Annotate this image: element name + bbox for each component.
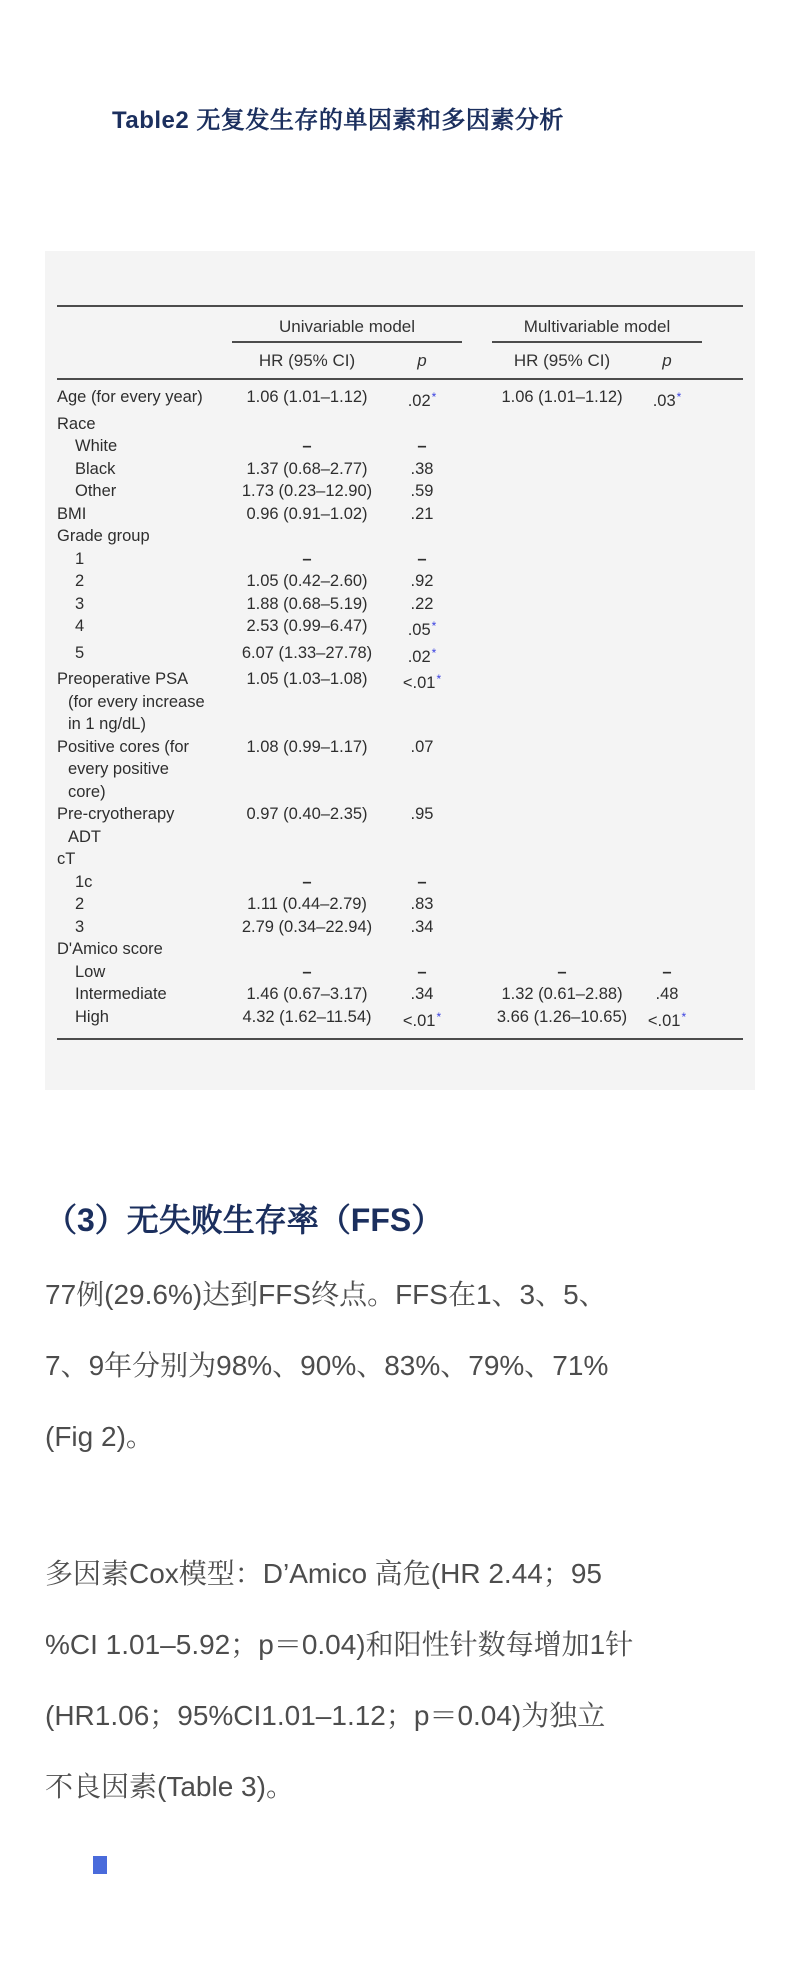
multivariable-hr-cell: [492, 480, 632, 503]
table-row: [57, 503, 743, 526]
univariable-hr-cell: 1.46 (0.67–3.17): [246, 985, 368, 1003]
univariable-hr-cell: 1.06 (1.01–1.12): [246, 388, 368, 406]
table-row: [57, 803, 743, 848]
table-row: [57, 1006, 743, 1040]
row-label-cell: White: [75, 437, 118, 455]
row-label-cell: Intermediate: [75, 985, 167, 1003]
column-header-row: [57, 342, 743, 380]
univariable-p-cell: [382, 848, 462, 871]
univariable-p-cell: .59: [410, 482, 434, 500]
univariable-p-cell: [382, 525, 462, 548]
row-label-cell: BMI: [57, 504, 87, 523]
table-figure: [45, 251, 755, 1090]
row-label-cell: Age (for every year): [57, 388, 203, 406]
multivariable-p-cell: [632, 525, 702, 548]
hr-ci-column-header: HR (95% CI): [232, 342, 382, 380]
multivariable-p-cell: [632, 413, 702, 436]
table-row: [57, 668, 743, 736]
empty-cell: [702, 983, 743, 1006]
univariable-p-cell: .95: [410, 805, 434, 823]
univariable-hr-cell: 2.53 (0.99–6.47): [246, 617, 368, 635]
multivariable-p-cell: <.01*: [632, 1006, 702, 1040]
empty-cell: [702, 480, 743, 503]
univariable-p-cell: –: [417, 962, 427, 981]
univariable-hr-cell: 1.05 (0.42–2.60): [246, 572, 368, 590]
multivariable-p-cell: [632, 871, 702, 894]
multivariable-p-cell: [632, 548, 702, 571]
multivariable-p-cell: [632, 503, 702, 526]
empty-cell: [702, 570, 743, 593]
cox-regression-table: [57, 305, 743, 1040]
univariable-p-cell: <.01*: [402, 672, 442, 692]
multivariable-p-cell: [632, 435, 702, 458]
empty-cell: [57, 342, 232, 380]
univariable-hr-cell: 1.37 (0.68–2.77): [246, 459, 368, 478]
empty-cell: [462, 458, 492, 481]
p-column-header: p: [632, 342, 702, 380]
univariable-p-cell: –: [417, 549, 427, 568]
univariable-hr-cell: 0.96 (0.91–1.02): [246, 504, 368, 523]
empty-cell: [462, 736, 492, 804]
empty-cell: [462, 938, 492, 961]
multivariable-hr-cell: [492, 413, 632, 436]
empty-cell: [702, 306, 743, 342]
empty-cell: [462, 306, 492, 342]
empty-cell: [462, 342, 492, 380]
univariable-p-cell: .38: [410, 459, 434, 478]
univariable-hr-cell: –: [302, 549, 312, 568]
empty-cell: [462, 480, 492, 503]
row-label-cell: Low: [75, 962, 106, 981]
empty-cell: [702, 435, 743, 458]
row-label-cell: Other: [75, 482, 117, 500]
multivariable-p-cell: [632, 938, 702, 961]
empty-cell: [702, 458, 743, 481]
univariable-p-cell: .07: [410, 737, 434, 756]
univariable-hr-cell: 1.88 (0.68–5.19): [246, 594, 368, 613]
multivariable-hr-cell: [492, 570, 632, 593]
row-label-cell: Grade group: [57, 527, 150, 545]
empty-cell: [462, 379, 492, 413]
text-line: %CI 1.01–5.92；p＝0.04)和阳性针数每增加1针: [45, 1629, 634, 1660]
univariable-hr-cell: [232, 938, 382, 961]
row-label-cell: 2: [75, 895, 85, 913]
multivariable-hr-cell: [492, 503, 632, 526]
empty-cell: [462, 668, 492, 736]
empty-cell: [462, 983, 492, 1006]
row-label-cell: 5: [75, 643, 85, 662]
empty-cell: [702, 642, 743, 669]
table-row: [57, 593, 743, 616]
text-line: (HR1.06；95%CI1.01–1.12；p＝0.04)为独立: [45, 1700, 606, 1731]
multivariable-hr-cell: [492, 593, 632, 616]
empty-cell: [702, 342, 743, 380]
row-label-cell: Pre-cryotherapy ADT: [57, 805, 175, 846]
significance-star: *: [431, 390, 437, 404]
empty-cell: [702, 961, 743, 984]
univariable-p-cell: .83: [410, 895, 434, 913]
significance-star: *: [681, 1009, 687, 1024]
univariable-hr-cell: 6.07 (1.33–27.78): [241, 643, 373, 662]
multivariable-hr-cell: [492, 458, 632, 481]
multivariable-hr-cell: [492, 848, 632, 871]
univariable-p-cell: .22: [410, 594, 434, 613]
empty-cell: [702, 525, 743, 548]
empty-cell: [702, 736, 743, 804]
univariable-hr-cell: 1.05 (1.03–1.08): [246, 670, 368, 688]
table-row: [57, 938, 743, 961]
row-label-cell: 1: [75, 549, 85, 568]
empty-cell: [462, 548, 492, 571]
multivariable-p-cell: [632, 736, 702, 804]
significance-star: *: [436, 1009, 442, 1024]
table-row: [57, 615, 743, 642]
model-group-header-row: [57, 306, 743, 342]
empty-cell: [462, 893, 492, 916]
univariable-hr-cell: 1.11 (0.44–2.79): [247, 895, 367, 913]
empty-cell: [462, 848, 492, 871]
univariable-hr-cell: [232, 413, 382, 436]
univariable-hr-cell: [232, 525, 382, 548]
multivariable-hr-cell: [492, 938, 632, 961]
empty-cell: [462, 570, 492, 593]
empty-cell: [702, 548, 743, 571]
table-row: [57, 642, 743, 669]
univariable-hr-cell: –: [302, 872, 312, 891]
empty-cell: [702, 803, 743, 848]
row-label-cell: High: [57, 1006, 232, 1040]
table-row: [57, 916, 743, 939]
text-line: 7、9年分别为98%、90%、83%、79%、71%: [45, 1350, 609, 1381]
empty-cell: [462, 916, 492, 939]
multivariable-p-cell: [632, 848, 702, 871]
univariable-p-cell: <.01*: [382, 1006, 462, 1040]
multivariable-p-cell: [632, 480, 702, 503]
end-of-article-marker: [93, 1856, 107, 1874]
table-row: [57, 893, 743, 916]
row-label-cell: Preoperative PSA (for every increase in 1 ng/dL): [57, 670, 205, 733]
empty-cell: [462, 503, 492, 526]
empty-cell: [702, 668, 743, 736]
empty-cell: [702, 916, 743, 939]
empty-cell: [462, 615, 492, 642]
univariable-p-cell: [382, 938, 462, 961]
multivariable-hr-cell: 1.32 (0.61–2.88): [501, 985, 623, 1003]
table-row: [57, 548, 743, 571]
multivariable-p-cell: [632, 615, 702, 642]
multivariable-hr-cell: [492, 916, 632, 939]
row-label-cell: cT: [57, 850, 76, 868]
empty-cell: [462, 642, 492, 669]
univariable-p-cell: .05*: [407, 619, 437, 639]
multivariable-p-cell: .03*: [652, 390, 682, 410]
significance-star: *: [676, 390, 682, 404]
table-row: [57, 570, 743, 593]
univariable-p-cell: .34: [410, 985, 434, 1003]
row-label-cell: 4: [75, 617, 85, 635]
empty-cell: [702, 413, 743, 436]
multivariable-hr-cell: –: [557, 962, 567, 981]
univariable-p-cell: [382, 413, 462, 436]
empty-cell: [462, 1006, 492, 1040]
multivariable-hr-cell: [492, 548, 632, 571]
multivariable-p-cell: [632, 593, 702, 616]
significance-star: *: [436, 672, 442, 686]
empty-cell: [57, 306, 232, 342]
multivariable-hr-cell: [492, 736, 632, 804]
empty-cell: [702, 871, 743, 894]
univariable-hr-cell: 2.79 (0.34–22.94): [241, 917, 373, 936]
univariable-hr-cell: 1.08 (0.99–1.17): [246, 737, 368, 756]
univariable-p-cell: .02*: [407, 390, 437, 410]
p-column-header: p: [382, 342, 462, 380]
univariable-hr-cell: [232, 848, 382, 871]
row-label-cell: D'Amico score: [57, 940, 163, 958]
paragraph-cox-model: [45, 1538, 757, 1822]
multivariable-p-cell: [632, 642, 702, 669]
multivariable-p-cell: [632, 893, 702, 916]
table-row: [57, 848, 743, 871]
table-row: [57, 525, 743, 548]
univariable-p-cell: .92: [410, 572, 434, 590]
multivariable-p-cell: [632, 916, 702, 939]
multivariable-hr-cell: [492, 525, 632, 548]
multivariable-hr-cell: [492, 803, 632, 848]
significance-star: *: [431, 645, 437, 660]
row-label-cell: 3: [75, 594, 85, 613]
multivariable-hr-cell: 3.66 (1.26–10.65): [492, 1006, 632, 1040]
univariable-hr-cell: –: [302, 437, 312, 455]
multivariable-p-cell: –: [662, 962, 672, 981]
multivariable-hr-cell: [492, 871, 632, 894]
multivariable-hr-cell: [492, 668, 632, 736]
univariable-hr-cell: 1.73 (0.23–12.90): [241, 482, 373, 500]
empty-cell: [702, 615, 743, 642]
univariable-model-header: Univariable model: [232, 306, 462, 342]
empty-cell: [462, 413, 492, 436]
text-line: 77例(29.6%)达到FFS终点。FFS在1、3、5、: [45, 1279, 607, 1310]
empty-cell: [702, 503, 743, 526]
univariable-hr-cell: –: [302, 962, 312, 981]
multivariable-p-cell: [632, 458, 702, 481]
multivariable-hr-cell: [492, 615, 632, 642]
text-line: (Fig 2)。: [45, 1421, 154, 1452]
row-label-cell: Positive cores (for every positive core): [57, 737, 190, 801]
univariable-p-cell: –: [417, 872, 427, 891]
univariable-p-cell: –: [417, 437, 427, 455]
univariable-p-cell: .02*: [407, 645, 437, 666]
text-line: 不良因素(Table 3)。: [45, 1771, 294, 1802]
multivariable-hr-cell: 1.06 (1.01–1.12): [501, 388, 623, 406]
multivariable-model-header: Multivariable model: [492, 306, 702, 342]
table-row: [57, 413, 743, 436]
page-title: Table2 无复发生存的单因素和多因素分析: [112, 107, 564, 134]
multivariable-hr-cell: [492, 893, 632, 916]
multivariable-hr-cell: [492, 435, 632, 458]
row-label-cell: Race: [57, 414, 96, 433]
empty-cell: [702, 893, 743, 916]
table-row: [57, 379, 743, 413]
table-row: [57, 480, 743, 503]
univariable-p-cell: .21: [410, 504, 434, 523]
multivariable-hr-cell: [492, 642, 632, 669]
empty-cell: [702, 938, 743, 961]
empty-cell: [702, 379, 743, 413]
empty-cell: [702, 1006, 743, 1040]
table-row: [57, 983, 743, 1006]
paragraph-ffs-results: [45, 1259, 757, 1472]
hr-ci-column-header: HR (95% CI): [492, 342, 632, 380]
multivariable-p-cell: .48: [655, 985, 679, 1003]
empty-cell: [462, 871, 492, 894]
univariable-p-cell: .34: [410, 917, 434, 936]
text-line: 多因素Cox模型：D’Amico 高危(HR 2.44；95: [45, 1558, 602, 1589]
multivariable-p-cell: [632, 570, 702, 593]
table-row: [57, 961, 743, 984]
row-label-cell: 3: [75, 917, 85, 936]
univariable-hr-cell: 0.97 (0.40–2.35): [246, 805, 368, 823]
empty-cell: [702, 848, 743, 871]
empty-cell: [462, 593, 492, 616]
row-label-cell: Black: [75, 459, 116, 478]
univariable-hr-cell: 4.32 (1.62–11.54): [232, 1006, 382, 1040]
table-row: [57, 736, 743, 804]
section-heading-ffs: （3）无失败生存率（FFS）: [45, 1202, 444, 1238]
row-label-cell: 2: [75, 572, 85, 590]
significance-star: *: [431, 619, 437, 633]
table-body: [57, 379, 743, 1039]
table-row: [57, 871, 743, 894]
empty-cell: [462, 435, 492, 458]
empty-cell: [462, 525, 492, 548]
multivariable-p-cell: [632, 668, 702, 736]
table-row: [57, 435, 743, 458]
table-row: [57, 458, 743, 481]
empty-cell: [462, 803, 492, 848]
row-label-cell: 1c: [75, 872, 93, 891]
empty-cell: [702, 593, 743, 616]
multivariable-p-cell: [632, 803, 702, 848]
empty-cell: [462, 961, 492, 984]
